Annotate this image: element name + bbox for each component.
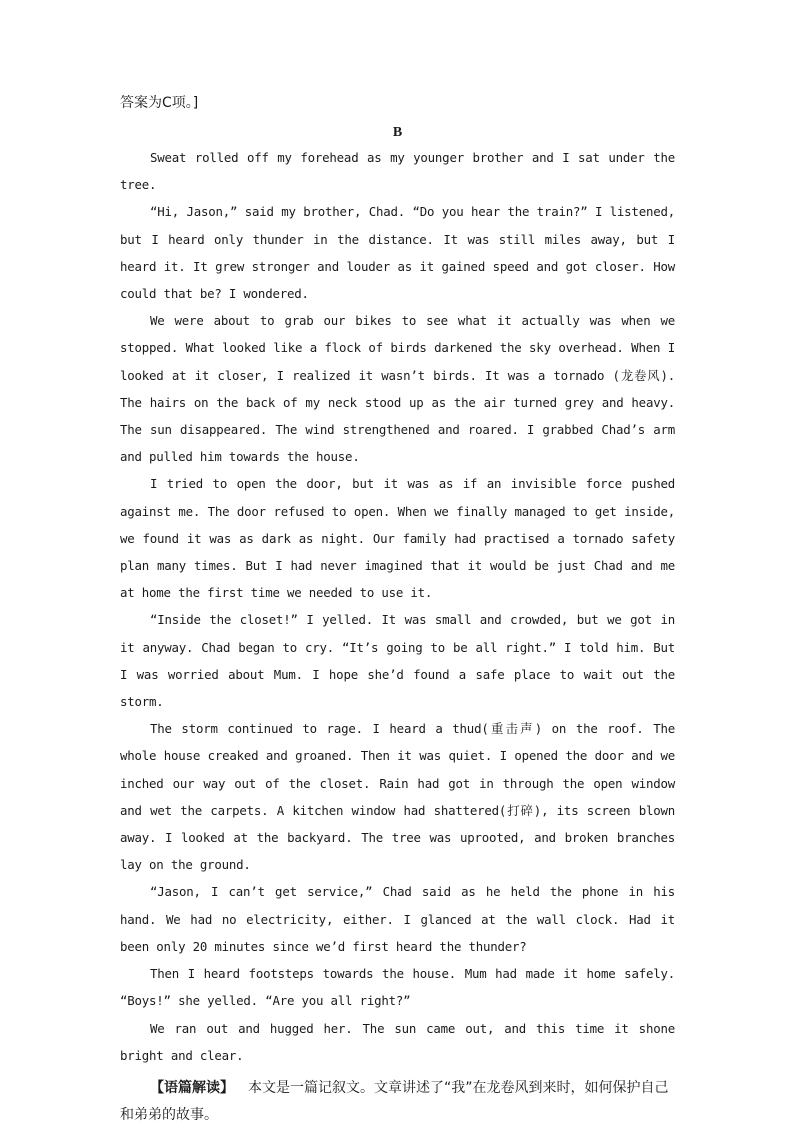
passage-paragraph-6: The storm continued to rage. I heard a thud(重击声) on the roof. The whole house creaked and groaned. Then it was quiet. I opened the door and we inched our way out of the closet. Rain had got in through the open window and wet the carpets. A kitchen window had shattered(打碎), its screen blown away. I looked at the backyard. The tree was uprooted, and broken branches lay on the ground. xyxy=(120,721,675,873)
section-heading: B xyxy=(392,125,403,140)
passage-paragraph-3: We were about to grab our bikes to see what it actually was when we stopped. What looked like a flock of birds darkened the sky overhead. When I looked at it closer, I realized it wasn’t birds. It was a tornado (龙卷风). The hairs on the back of my neck stood up as the air turned grey and heavy. The sun disappeared. The wind strengthened and roared. I grabbed Chad’s arm and pulled him towards the house. xyxy=(120,313,675,465)
document-page xyxy=(120,92,675,1129)
passage-paragraph-9: We ran out and hugged her. The sun came out, and this time it shone bright and clear. xyxy=(120,1020,675,1063)
analysis-label: 【语篇解读】 xyxy=(150,1079,234,1096)
passage-paragraph-8: Then I heard footsteps towards the house. Mum had made it home safely. “Boys!” she yelled. “Are you all right?” xyxy=(120,966,675,1009)
previous-answer-continuation: 答案为C项。] xyxy=(120,95,199,111)
passage-paragraph-7: “Jason, I can’t get service,” Chad said as he held the phone in his hand. We had no electricity, either. I glanced at the wall clock. Had it been only 20 minutes since we’d first heard the thunder? xyxy=(120,884,675,954)
passage-paragraph-1: Sweat rolled off my forehead as my younger brother and I sat under the tree. xyxy=(120,150,675,193)
passage-paragraph-5: “Inside the closet!” I yelled. It was small and crowded, but we got in it anyway. Chad began to cry. “It’s going to be all right.” I told him. But I was worried about Mum. I hope she’d found a safe place to wait out the storm. xyxy=(120,612,675,710)
passage-paragraph-4: I tried to open the door, but it was as if an invisible force pushed against me. The door refused to open. When we finally managed to get inside, we found it was as dark as night. Our family had practised a tornado safety plan many times. But I had never imagined that it would be just Chad and me at home the first time we needed to use it. xyxy=(120,476,675,601)
passage xyxy=(120,144,675,1069)
analysis-text: 本文是一篇记叙文。文章讲述了“我”在龙卷风到来时，如何保护自己和弟弟的故事。 xyxy=(120,1079,669,1123)
passage-paragraph-2: “Hi, Jason,” said my brother, Chad. “Do you hear the train?” I listened, but I heard only thunder in the distance. It was still miles away, but I heard it. It grew stronger and louder as it gained speed and got closer. How could that be? I wondered. xyxy=(120,204,675,302)
analysis-note xyxy=(120,1075,675,1129)
